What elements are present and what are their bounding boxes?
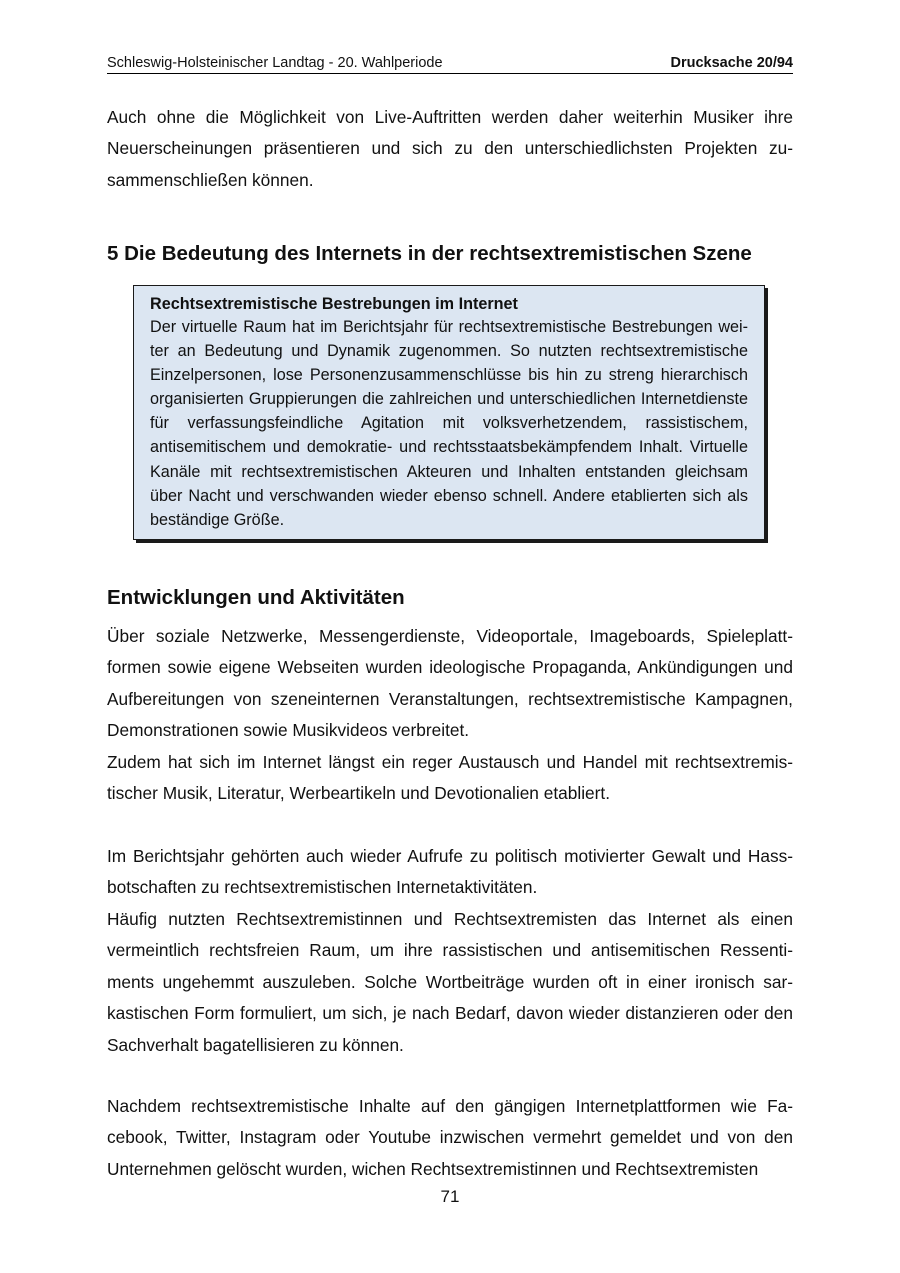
section-heading: 5 Die Bedeutung des Internets in der rechtsextremistischen Szene (107, 242, 752, 265)
body-paragraph: Im Berichtsjahr gehörten auch wieder Aufrufe zu politisch motivierter Gewalt und Hassbotschaften zu rechtsextremistischen Internetaktivitäten. (107, 846, 793, 898)
page-number: 71 (440, 1187, 460, 1206)
header-title: Schleswig-Holsteinischer Landtag - 20. Wahlperiode (107, 55, 443, 71)
document-number: Drucksache 20/94 (670, 55, 793, 71)
info-box-text: Der virtuelle Raum hat im Berichtsjahr für rechtsextremistische Bestrebungen weiter an Bedeutung und Dynamik zugenommen. So nutzten rechtsextremistische Einzelpersonen, lose Personenzusammenschlüsse bis hin zu streng hierarchisch organisierten Gruppierungen die zahlreichen und unterschiedlichen Internetdienste für verfassungsfeindliche Agitation mit volksverhetzendem, rassistischem, antisemitischem und demokratie- und rechtsstaatsbekämpfendem Inhalt. Virtuelle Kanäle mit rechtsextremistischen Akteuren und Inhalten entstanden gleichsam über Nacht und verschwanden wieder ebenso schnell. Andere etablierten sich als beständige Größe. (150, 318, 748, 529)
body-paragraph: Zudem hat sich im Internet längst ein reger Austausch und Handel mit rechtsextremistischer Musik, Literatur, Werbeartikeln und Devotionalien etabliert. (107, 752, 793, 804)
intro-paragraph: Auch ohne die Möglichkeit von Live-Auftritten werden daher weiterhin Musiker ihre Neuerscheinungen präsentieren und sich zu den unterschiedlichsten Projekten zusammenschließen können. (107, 107, 793, 190)
body-paragraph: Häufig nutzten Rechtsextremistinnen und Rechtsextremisten das Internet als einen vermeintlich rechtsfreien Raum, um ihre rassistischen und antisemitischen Ressentiments ungehemmt auszuleben. Solche Wortbeiträge wurden oft in einer ironisch sarkastischen Form formuliert, um sich, je nach Bedarf, davon wieder distanzieren oder den Sachverhalt bagatellisieren zu können. (107, 909, 793, 1055)
body-paragraph: Über soziale Netzwerke, Messengerdienste, Videoportale, Imageboards, Spieleplattformen sowie eigene Webseiten wurden ideologische Propaganda, Ankündigungen und Aufbereitungen von szeneinternen Veranstaltungen, rechtsextremistische Kampagnen, Demonstrationen sowie Musikvideos verbreitet. (107, 626, 793, 741)
subheading: Entwicklungen und Aktivitäten (107, 586, 405, 609)
body-paragraph: Nachdem rechtsextremistische Inhalte auf den gängigen Internetplattformen wie Facebook, Twitter, Instagram oder Youtube inzwischen vermehrt gemeldet und von den Unternehmen gelöscht wurden, wichen Rechtsextremistinnen und Rechtsextremisten (107, 1096, 793, 1179)
page-header (107, 54, 793, 74)
info-box (133, 285, 765, 540)
info-box-title: Rechtsextremistische Bestrebungen im Internet (150, 295, 518, 313)
